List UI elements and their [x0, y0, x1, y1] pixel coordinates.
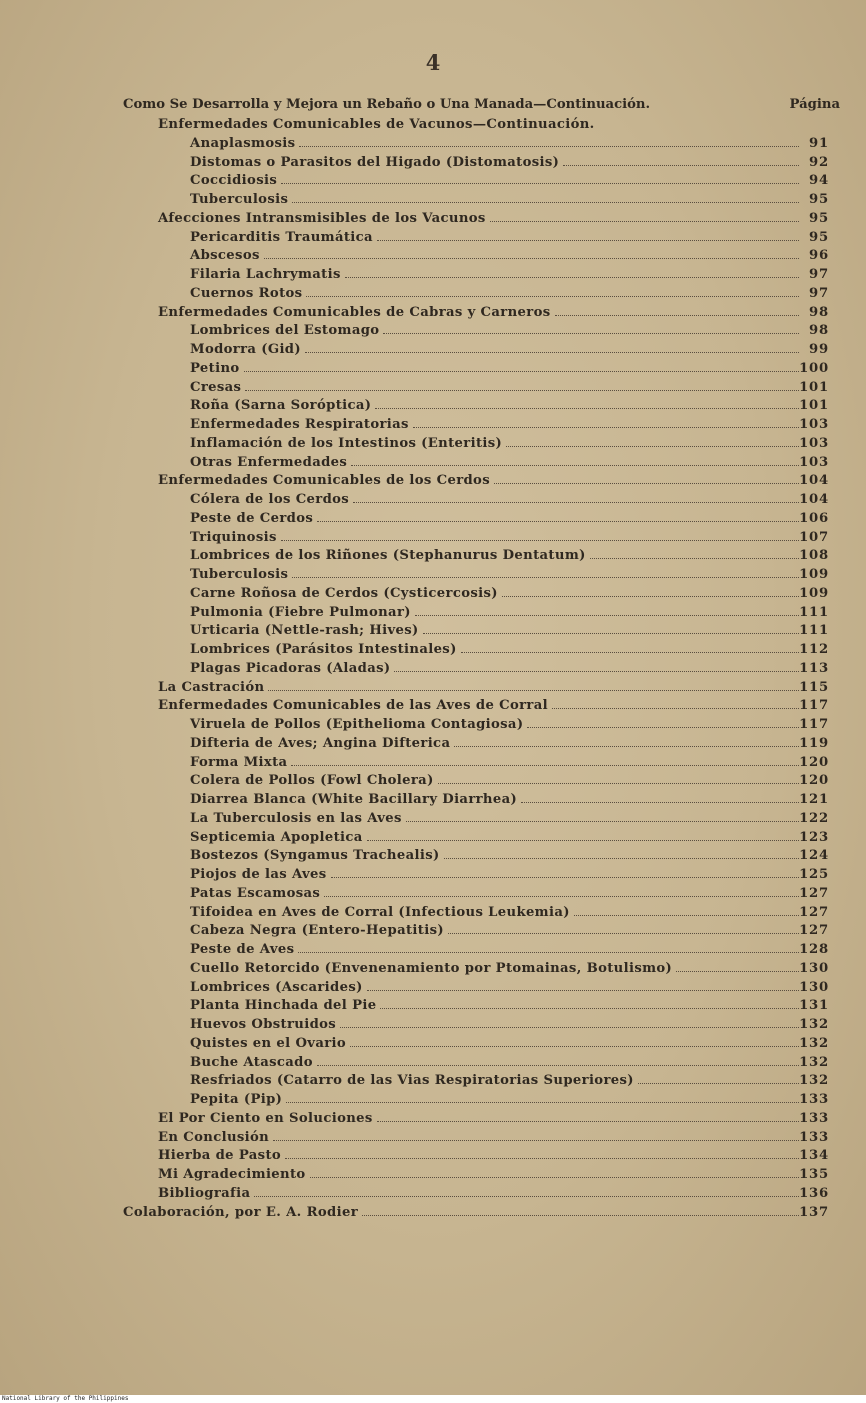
- toc-entry-page: 113: [799, 660, 829, 676]
- dot-leader: [292, 202, 799, 203]
- toc-entry-page: 100: [799, 360, 829, 376]
- toc-entry-title: Distomas o Parasitos del Higado (Distomatosis): [190, 154, 560, 170]
- toc-entry-title: Lombrices (Ascarides): [190, 979, 363, 995]
- dot-leader: [555, 315, 800, 316]
- dot-leader: [406, 821, 799, 822]
- toc-entry: [158, 1111, 829, 1130]
- dot-leader: [331, 877, 799, 878]
- toc-entry-page: 103: [799, 435, 829, 451]
- toc-entry-page: 121: [799, 792, 829, 807]
- toc-entry-title: Enfermedades Respiratorias: [190, 417, 409, 432]
- toc-entry-page: 132: [799, 1054, 829, 1070]
- toc-entry: [190, 736, 829, 755]
- toc-entry: [158, 117, 829, 136]
- toc-entry-title: Bostezos (Syngamus Trachealis): [190, 848, 440, 864]
- toc-entry-title: Colaboración, por E. A. Rodier: [123, 1204, 358, 1220]
- toc-entry-page: 127: [799, 885, 829, 901]
- toc-entry-title: Otras Enfermedades: [190, 454, 348, 470]
- dot-leader: [394, 671, 799, 672]
- dot-leader: [574, 915, 799, 916]
- toc-entry: [190, 848, 829, 867]
- toc-entry-page: 104: [799, 492, 829, 507]
- toc-entry: [190, 155, 829, 174]
- dot-leader: [506, 446, 799, 447]
- toc-entry-title: Triquinosis: [190, 529, 277, 545]
- toc-entry-page: 112: [799, 642, 829, 657]
- toc-header-page-label: Página: [789, 97, 840, 112]
- dot-leader: [454, 746, 799, 747]
- toc-entry-title: Anaplasmosis: [190, 135, 296, 151]
- toc-entry-title: Pericarditis Traumática: [190, 229, 373, 245]
- dot-leader: [345, 277, 799, 278]
- dot-leader: [268, 690, 799, 691]
- toc-entry-page: 91: [809, 135, 829, 151]
- toc-entry-title: Abscesos: [190, 248, 260, 264]
- dot-leader: [415, 615, 799, 616]
- toc-entry: [190, 830, 829, 849]
- toc-entry-title: Colera de Pollos (Fowl Cholera): [190, 773, 434, 789]
- toc-entry-title: Plagas Picadoras (Aladas): [190, 660, 391, 676]
- page-number: 4: [425, 50, 441, 75]
- toc-entry-title: Mi Agradecimiento: [158, 1167, 306, 1182]
- dot-leader: [254, 1196, 799, 1197]
- dot-leader: [423, 633, 799, 634]
- toc-entry-page: 109: [799, 585, 829, 601]
- toc-entry-page: 135: [799, 1167, 829, 1182]
- dot-leader: [448, 933, 799, 934]
- dot-leader: [377, 240, 799, 241]
- toc-entry-page: 132: [799, 1035, 829, 1051]
- dot-leader: [306, 296, 799, 297]
- toc-entry: [190, 455, 829, 474]
- toc-header: [123, 97, 840, 117]
- toc-entry: [158, 1167, 829, 1186]
- toc-entry-title: Cuernos Rotos: [190, 285, 303, 301]
- toc-entry-page: 101: [799, 398, 829, 414]
- toc-entry-page: 98: [809, 304, 829, 320]
- toc-entry-page: 115: [799, 679, 829, 695]
- toc-entry-page: 117: [799, 698, 829, 714]
- dot-leader: [552, 708, 799, 709]
- dot-leader: [273, 1140, 799, 1141]
- toc-entry-page: 95: [809, 229, 829, 245]
- toc-entry-title: Difteria de Aves; Angina Difterica: [190, 735, 451, 751]
- dot-leader: [310, 1177, 799, 1178]
- toc-entry: [190, 717, 829, 736]
- toc-entry: [190, 961, 829, 980]
- toc-entry-page: 130: [799, 960, 829, 976]
- toc-entry: [190, 1017, 829, 1036]
- dot-leader: [291, 765, 799, 766]
- toc-entry: [190, 136, 829, 155]
- toc-entry-page: 133: [799, 1129, 829, 1145]
- toc-entry-title: Urticaria (Nettle-rash; Hives): [190, 623, 419, 639]
- toc-entry: [190, 380, 829, 399]
- toc-entry: [190, 867, 829, 886]
- toc-entry-title: Enfermedades Comunicables de Vacunos—Continuación.: [158, 117, 595, 132]
- toc-entry-title: Patas Escamosas: [190, 885, 321, 901]
- toc-entry-title: Enfermedades Comunicables de las Aves de Corral: [158, 698, 548, 714]
- dot-leader: [527, 727, 799, 728]
- toc-entry: [190, 286, 829, 305]
- toc-entry-title: Peste de Aves: [190, 942, 295, 957]
- toc-entry: [190, 980, 829, 999]
- toc-entry-page: 99: [809, 342, 829, 357]
- toc-entry: [190, 1036, 829, 1055]
- toc-entry-title: Lombrices de los Riñones (Stephanurus Dentatum): [190, 548, 586, 564]
- dot-leader: [292, 577, 799, 578]
- dot-leader: [638, 1083, 799, 1084]
- footer-credit: National Library of the Philippines: [0, 1395, 866, 1403]
- toc-entry-title: Bibliografia: [158, 1185, 251, 1201]
- dot-leader: [350, 1046, 799, 1047]
- toc-entry: [190, 530, 829, 549]
- toc-entry-title: Afecciones Intransmisibles de los Vacunos: [158, 210, 486, 226]
- toc-entry-title: Roña (Sarna Soróptica): [190, 398, 372, 414]
- toc-entry-title: Resfriados (Catarro de las Vias Respiratorias Superiores): [190, 1073, 634, 1089]
- dot-leader: [351, 465, 799, 466]
- toc-entry: [190, 755, 829, 774]
- toc-entry-page: 92: [809, 154, 829, 170]
- dot-leader: [305, 352, 799, 353]
- toc-entry: [190, 511, 829, 530]
- toc-entry-title: Forma Mixta: [190, 754, 288, 770]
- toc-entry-title: Pepita (Pip): [190, 1092, 283, 1107]
- toc-entry-page: 133: [799, 1110, 829, 1126]
- toc-entry-title: Petino: [190, 360, 240, 376]
- dot-leader: [317, 1065, 799, 1066]
- toc-entry: [190, 811, 829, 830]
- toc-entry: [190, 230, 829, 249]
- toc-entry: [190, 905, 829, 924]
- toc-entry: [190, 642, 829, 661]
- toc-entry-title: Filaria Lachrymatis: [190, 267, 341, 282]
- toc-entry-page: 97: [809, 267, 829, 282]
- toc-entry: [158, 473, 829, 492]
- toc-entry-title: Enfermedades Comunicables de los Cerdos: [158, 473, 490, 489]
- toc-entry-title: Tuberculosis: [190, 567, 289, 582]
- toc-entry: [190, 398, 829, 417]
- dot-leader: [367, 840, 799, 841]
- toc-entry-page: 108: [799, 548, 829, 564]
- toc-entry: [190, 248, 829, 267]
- toc-entry-page: 128: [799, 942, 829, 957]
- toc-entry-page: 131: [799, 998, 829, 1014]
- toc-entry-title: Cabeza Negra (Entero-Hepatitis): [190, 923, 444, 939]
- dot-leader: [244, 371, 799, 372]
- toc-entry: [158, 680, 829, 699]
- toc-entry-title: Lombrices (Parásitos Intestinales): [190, 642, 457, 657]
- dot-leader: [563, 165, 799, 166]
- dot-leader: [281, 540, 799, 541]
- toc-entry: [190, 661, 829, 680]
- dot-leader: [444, 858, 799, 859]
- toc-entry-page: 109: [799, 567, 829, 582]
- toc-entry: [190, 361, 829, 380]
- toc-entry: [158, 305, 829, 324]
- toc-entry-title: Pulmonia (Fiebre Pulmonar): [190, 604, 411, 620]
- toc-entry-page: 137: [799, 1204, 829, 1220]
- dot-leader: [353, 502, 799, 503]
- toc-entry-page: 117: [799, 717, 829, 732]
- toc-entry-page: 122: [799, 810, 829, 826]
- toc-entry-title: Tuberculosis: [190, 192, 289, 207]
- dot-leader: [413, 427, 799, 428]
- dot-leader: [521, 802, 799, 803]
- toc-entry: [190, 548, 829, 567]
- toc-header-title: Como Se Desarrolla y Mejora un Rebaño o Una Manada—Continuación.: [123, 97, 651, 112]
- dot-leader: [461, 652, 799, 653]
- dot-leader: [383, 333, 799, 334]
- toc-entry-page: 136: [799, 1185, 829, 1201]
- toc-entry-page: 132: [799, 1073, 829, 1089]
- toc-entry-title: Cólera de los Cerdos: [190, 492, 350, 507]
- toc-entry-title: Cresas: [190, 379, 242, 395]
- toc-entry-page: 127: [799, 904, 829, 920]
- toc-entry-page: 104: [799, 473, 829, 489]
- toc-entry-page: 111: [799, 623, 829, 639]
- dot-leader: [502, 596, 799, 597]
- toc-entry-page: 95: [809, 210, 829, 226]
- toc-entry-title: Septicemia Apopletica: [190, 829, 363, 845]
- dot-leader: [380, 1008, 799, 1009]
- dot-leader: [285, 1158, 799, 1159]
- toc-entry-page: 101: [799, 379, 829, 395]
- toc-entry: [190, 886, 829, 905]
- dot-leader: [324, 896, 799, 897]
- toc-entry-title: La Castración: [158, 679, 265, 695]
- toc-entry: [190, 192, 829, 211]
- toc-entry: [190, 492, 829, 511]
- toc-entry: [190, 1055, 829, 1074]
- toc-entry: [190, 998, 829, 1017]
- toc-entry-title: Enfermedades Comunicables de Cabras y Carneros: [158, 304, 551, 320]
- toc-entry: [190, 342, 829, 361]
- toc-entry-page: 134: [799, 1148, 829, 1164]
- toc-entry: [158, 1130, 829, 1149]
- toc-entry-title: Planta Hinchada del Pie: [190, 998, 377, 1014]
- toc-entry-title: Coccidiosis: [190, 173, 278, 189]
- toc-entry: [158, 1148, 829, 1167]
- toc-entry-title: Quistes en el Ovario: [190, 1035, 347, 1051]
- toc-entry-page: 132: [799, 1017, 829, 1032]
- toc-entry-title: Buche Atascado: [190, 1054, 313, 1070]
- toc-entry-page: 95: [809, 192, 829, 207]
- toc-entry-title: Huevos Obstruidos: [190, 1017, 337, 1032]
- toc-entry: [190, 173, 829, 192]
- toc-entry-page: 94: [809, 173, 829, 189]
- toc-entry: [190, 623, 829, 642]
- toc-entry: [190, 792, 829, 811]
- toc-entry-page: 124: [799, 848, 829, 864]
- toc-entry: [190, 567, 829, 586]
- toc-entry: [123, 1205, 829, 1224]
- toc-entry-page: 107: [799, 529, 829, 545]
- dot-leader: [590, 558, 799, 559]
- toc-entry: [190, 267, 829, 286]
- toc-entry-page: 120: [799, 754, 829, 770]
- toc-entry-page: 111: [799, 604, 829, 620]
- toc-entry: [190, 773, 829, 792]
- toc-entry: [190, 1073, 829, 1092]
- toc-entry-page: 130: [799, 979, 829, 995]
- dot-leader: [367, 990, 799, 991]
- toc-entry-page: 127: [799, 923, 829, 939]
- toc-entry: [190, 417, 829, 436]
- toc-entry-page: 106: [799, 510, 829, 526]
- dot-leader: [264, 258, 799, 259]
- toc-entry-title: La Tuberculosis en las Aves: [190, 810, 402, 826]
- dot-leader: [375, 408, 799, 409]
- dot-leader: [299, 146, 799, 147]
- toc-entry: [190, 586, 829, 605]
- toc-entry: [190, 1092, 829, 1111]
- toc-entry: [158, 698, 829, 717]
- dot-leader: [490, 221, 799, 222]
- toc-entry-page: 97: [809, 285, 829, 301]
- toc-entry-page: 120: [799, 773, 829, 789]
- toc-entry-title: En Conclusión: [158, 1129, 270, 1145]
- toc-entry-title: Lombrices del Estomago: [190, 323, 380, 339]
- toc-entry-title: Cuello Retorcido (Envenenamiento por Ptomainas, Botulismo): [190, 960, 673, 976]
- toc-entry-title: Inflamación de los Intestinos (Enteritis): [190, 435, 503, 451]
- toc-entry-title: Piojos de las Aves: [190, 867, 327, 882]
- dot-leader: [494, 483, 799, 484]
- dot-leader: [676, 971, 799, 972]
- toc-entry-title: Diarrea Blanca (White Bacillary Diarrhea): [190, 792, 518, 807]
- toc-entry-page: 103: [799, 417, 829, 432]
- toc-entry-title: Tifoidea en Aves de Corral (Infectious Leukemia): [190, 904, 570, 920]
- toc-entry-page: 133: [799, 1092, 829, 1107]
- dot-leader: [362, 1215, 799, 1216]
- dot-leader: [245, 390, 799, 391]
- toc-entry-page: 123: [799, 829, 829, 845]
- toc-entry-page: 98: [809, 323, 829, 339]
- toc-entry-title: Hierba de Pasto: [158, 1148, 282, 1164]
- toc-entry-page: 96: [809, 248, 829, 264]
- toc-entry: [190, 605, 829, 624]
- dot-leader: [286, 1102, 799, 1103]
- toc-entry-page: 125: [799, 867, 829, 882]
- dot-leader: [340, 1027, 799, 1028]
- dot-leader: [377, 1121, 799, 1122]
- toc-entry-title: Carne Roñosa de Cerdos (Cysticercosis): [190, 585, 498, 601]
- toc-entry-page: 119: [799, 735, 829, 751]
- toc-entry: [158, 1186, 829, 1205]
- toc-entry-title: Viruela de Pollos (Epithelioma Contagiosa): [190, 717, 524, 732]
- dot-leader: [281, 183, 799, 184]
- toc-entry: [190, 436, 829, 455]
- toc-entry: [190, 942, 829, 961]
- toc-entry-page: 103: [799, 454, 829, 470]
- dot-leader: [298, 952, 799, 953]
- toc-entry: [190, 923, 829, 942]
- toc-entry-title: El Por Ciento en Soluciones: [158, 1110, 373, 1126]
- dot-leader: [317, 521, 799, 522]
- toc-entry-title: Peste de Cerdos: [190, 510, 314, 526]
- toc-entry: [190, 323, 829, 342]
- dot-leader: [438, 783, 799, 784]
- toc-entry-title: Modorra (Gid): [190, 342, 301, 357]
- toc-entry: [158, 211, 829, 230]
